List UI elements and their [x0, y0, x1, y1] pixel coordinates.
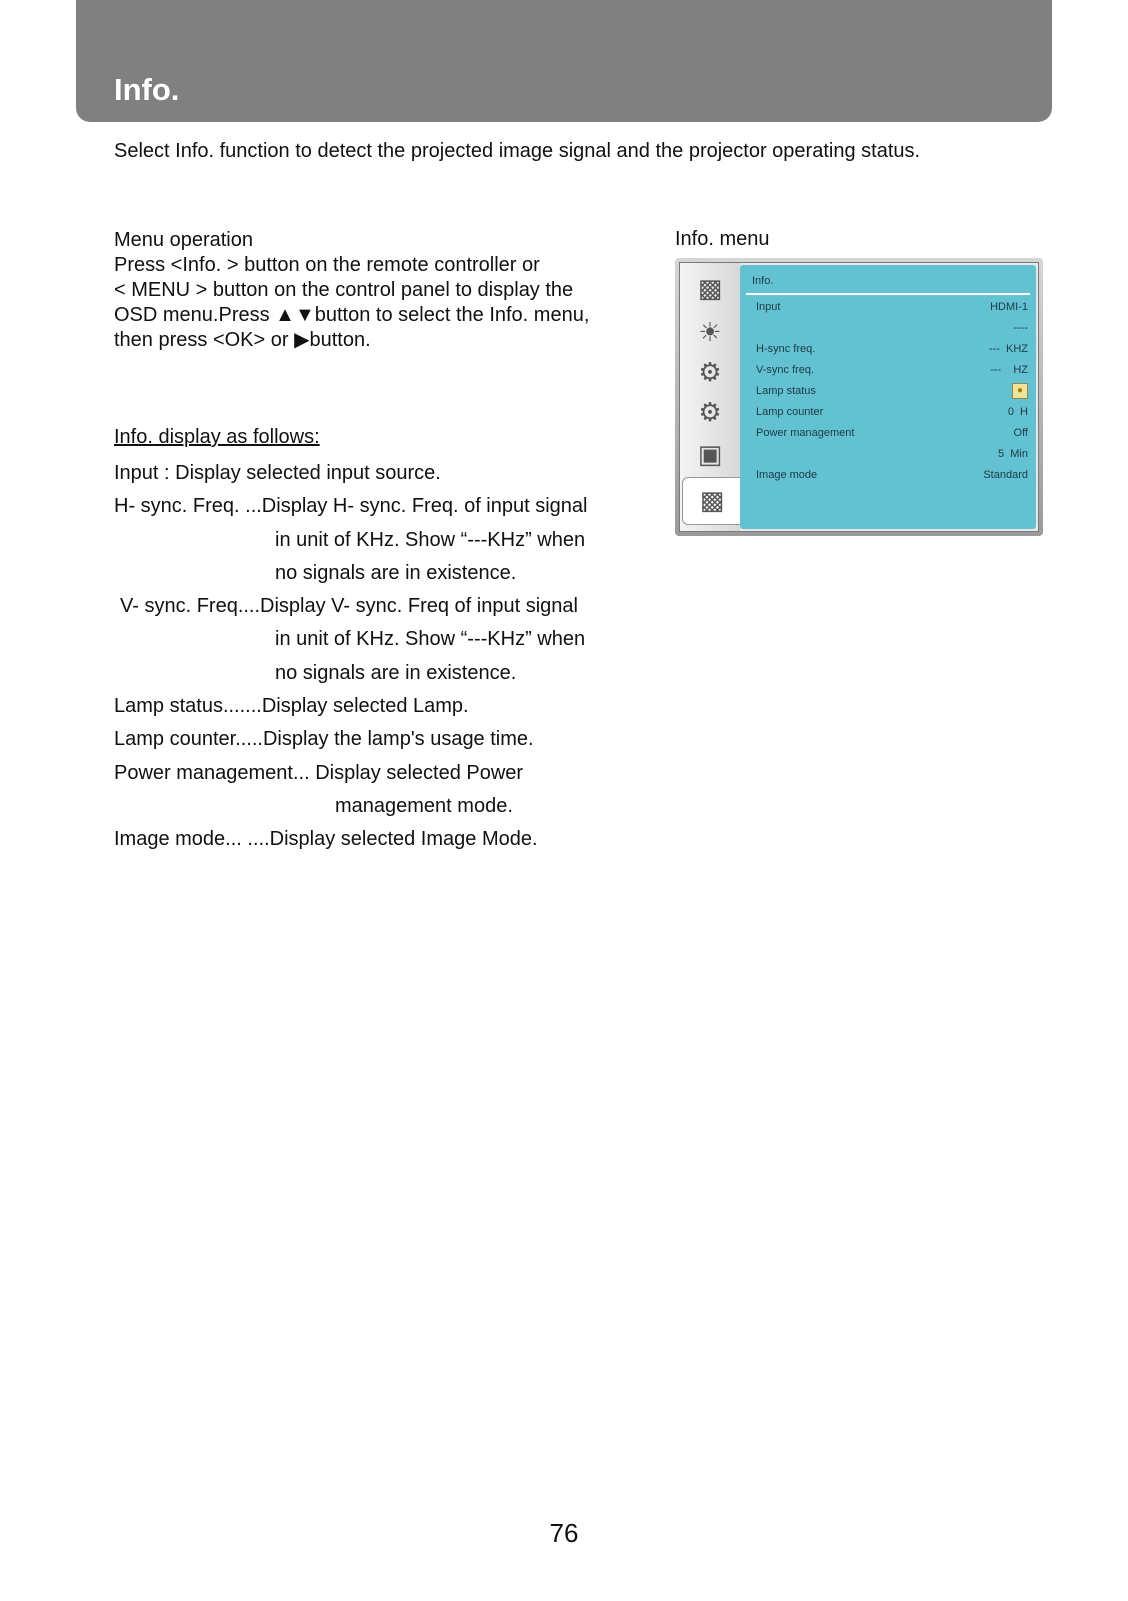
menu-operation-line: Press <Info. > button on the remote controller or: [114, 254, 540, 276]
menu-operation-line: OSD menu.Press ▲▼button to select the Info. menu,: [114, 304, 590, 326]
info-menu-title: Info. menu: [675, 228, 770, 250]
osd-row-power-management: [756, 425, 1028, 441]
projector-icon[interactable]: ▩: [697, 274, 723, 304]
osd-row-lamp-status: [756, 383, 1028, 399]
menu-operation-section: [114, 228, 634, 353]
osd-row-value: HDMI-1: [990, 301, 1028, 313]
definition-line: in unit of KHz. Show “---KHz” when: [275, 528, 586, 551]
osd-panel-title: Info.: [752, 275, 774, 287]
header-bar: [76, 0, 1052, 122]
image-adjust-icon[interactable]: ☀: [698, 318, 722, 348]
menu-operation-body: [114, 253, 634, 353]
definition-line: Lamp status.......Display selected Lamp.: [114, 695, 469, 718]
osd-row-label: Image mode: [756, 469, 818, 481]
osd-row-hsync: [756, 341, 1028, 357]
osd-row-value: --- HZ: [990, 364, 1028, 376]
menu-operation-title: Menu operation: [114, 229, 253, 251]
osd-row-lamp-counter: [756, 404, 1028, 420]
osd-row-image-mode: [756, 467, 1028, 483]
osd-divider: [746, 293, 1030, 295]
osd-sidebar: [680, 263, 740, 531]
osd-row-label: V-sync freq.: [756, 364, 815, 376]
osd-row-value: 5 Min: [998, 448, 1028, 460]
definition-line: no signals are in existence.: [275, 561, 517, 584]
definition-line: Image mode... ....Display selected Image Mode.: [114, 828, 538, 851]
osd-frame: [679, 262, 1039, 532]
page-title: Info.: [114, 72, 180, 107]
osd-row-value: Off: [1013, 427, 1028, 439]
definition-line: no signals are in existence.: [275, 661, 517, 684]
gear-plus-icon[interactable]: ⚙: [698, 398, 722, 428]
osd-row-label: Lamp status: [756, 385, 816, 397]
definition-line: V- sync. Freq....Display V- sync. Freq of input signal: [120, 595, 578, 618]
osd-row-input: [756, 299, 1028, 315]
info-display-list: [114, 457, 644, 857]
osd-row-label: Input: [756, 301, 781, 313]
osd-row-value: Standard: [983, 469, 1028, 481]
osd-screenshot: [675, 258, 1043, 536]
intro-text: Select Info. function to detect the projected image signal and the projector operating status.: [114, 140, 921, 162]
page-number: 76: [549, 1518, 579, 1548]
osd-row-power-sub: [756, 446, 1028, 462]
osd-row-value: 0 H: [1007, 406, 1028, 418]
osd-row-input-sub: [756, 320, 1028, 336]
osd-row-label: Power management: [756, 427, 855, 439]
osd-row-value: --- KHZ: [988, 343, 1028, 355]
osd-row-vsync: [756, 362, 1028, 378]
info-display-heading: Info. display as follows:: [114, 426, 320, 448]
osd-row-value: ----: [1013, 322, 1028, 334]
gear-icon[interactable]: ⚙: [698, 358, 722, 388]
usb-icon[interactable]: ▣: [697, 440, 723, 470]
osd-info-panel: [740, 265, 1036, 529]
definition-line: management mode.: [335, 794, 513, 817]
osd-row-label: Lamp counter: [756, 406, 824, 418]
menu-operation-line: < MENU > button on the control panel to display the: [114, 279, 574, 301]
definition-line: in unit of KHz. Show “---KHz” when: [275, 628, 586, 651]
lamp-icon: ●: [1012, 383, 1028, 399]
menu-operation-line: then press <OK> or ▶button.: [114, 329, 371, 351]
definition-line: Input : Display selected input source.: [114, 462, 441, 484]
osd-row-label: H-sync freq.: [756, 343, 816, 355]
definition-line: Lamp counter.....Display the lamp's usage time.: [114, 728, 534, 751]
info-projector-icon[interactable]: ▩: [682, 477, 741, 525]
definition-line: H- sync. Freq. ...Display H- sync. Freq. of input signal: [114, 495, 588, 518]
definition-line: Power management... Display selected Power: [114, 761, 524, 784]
